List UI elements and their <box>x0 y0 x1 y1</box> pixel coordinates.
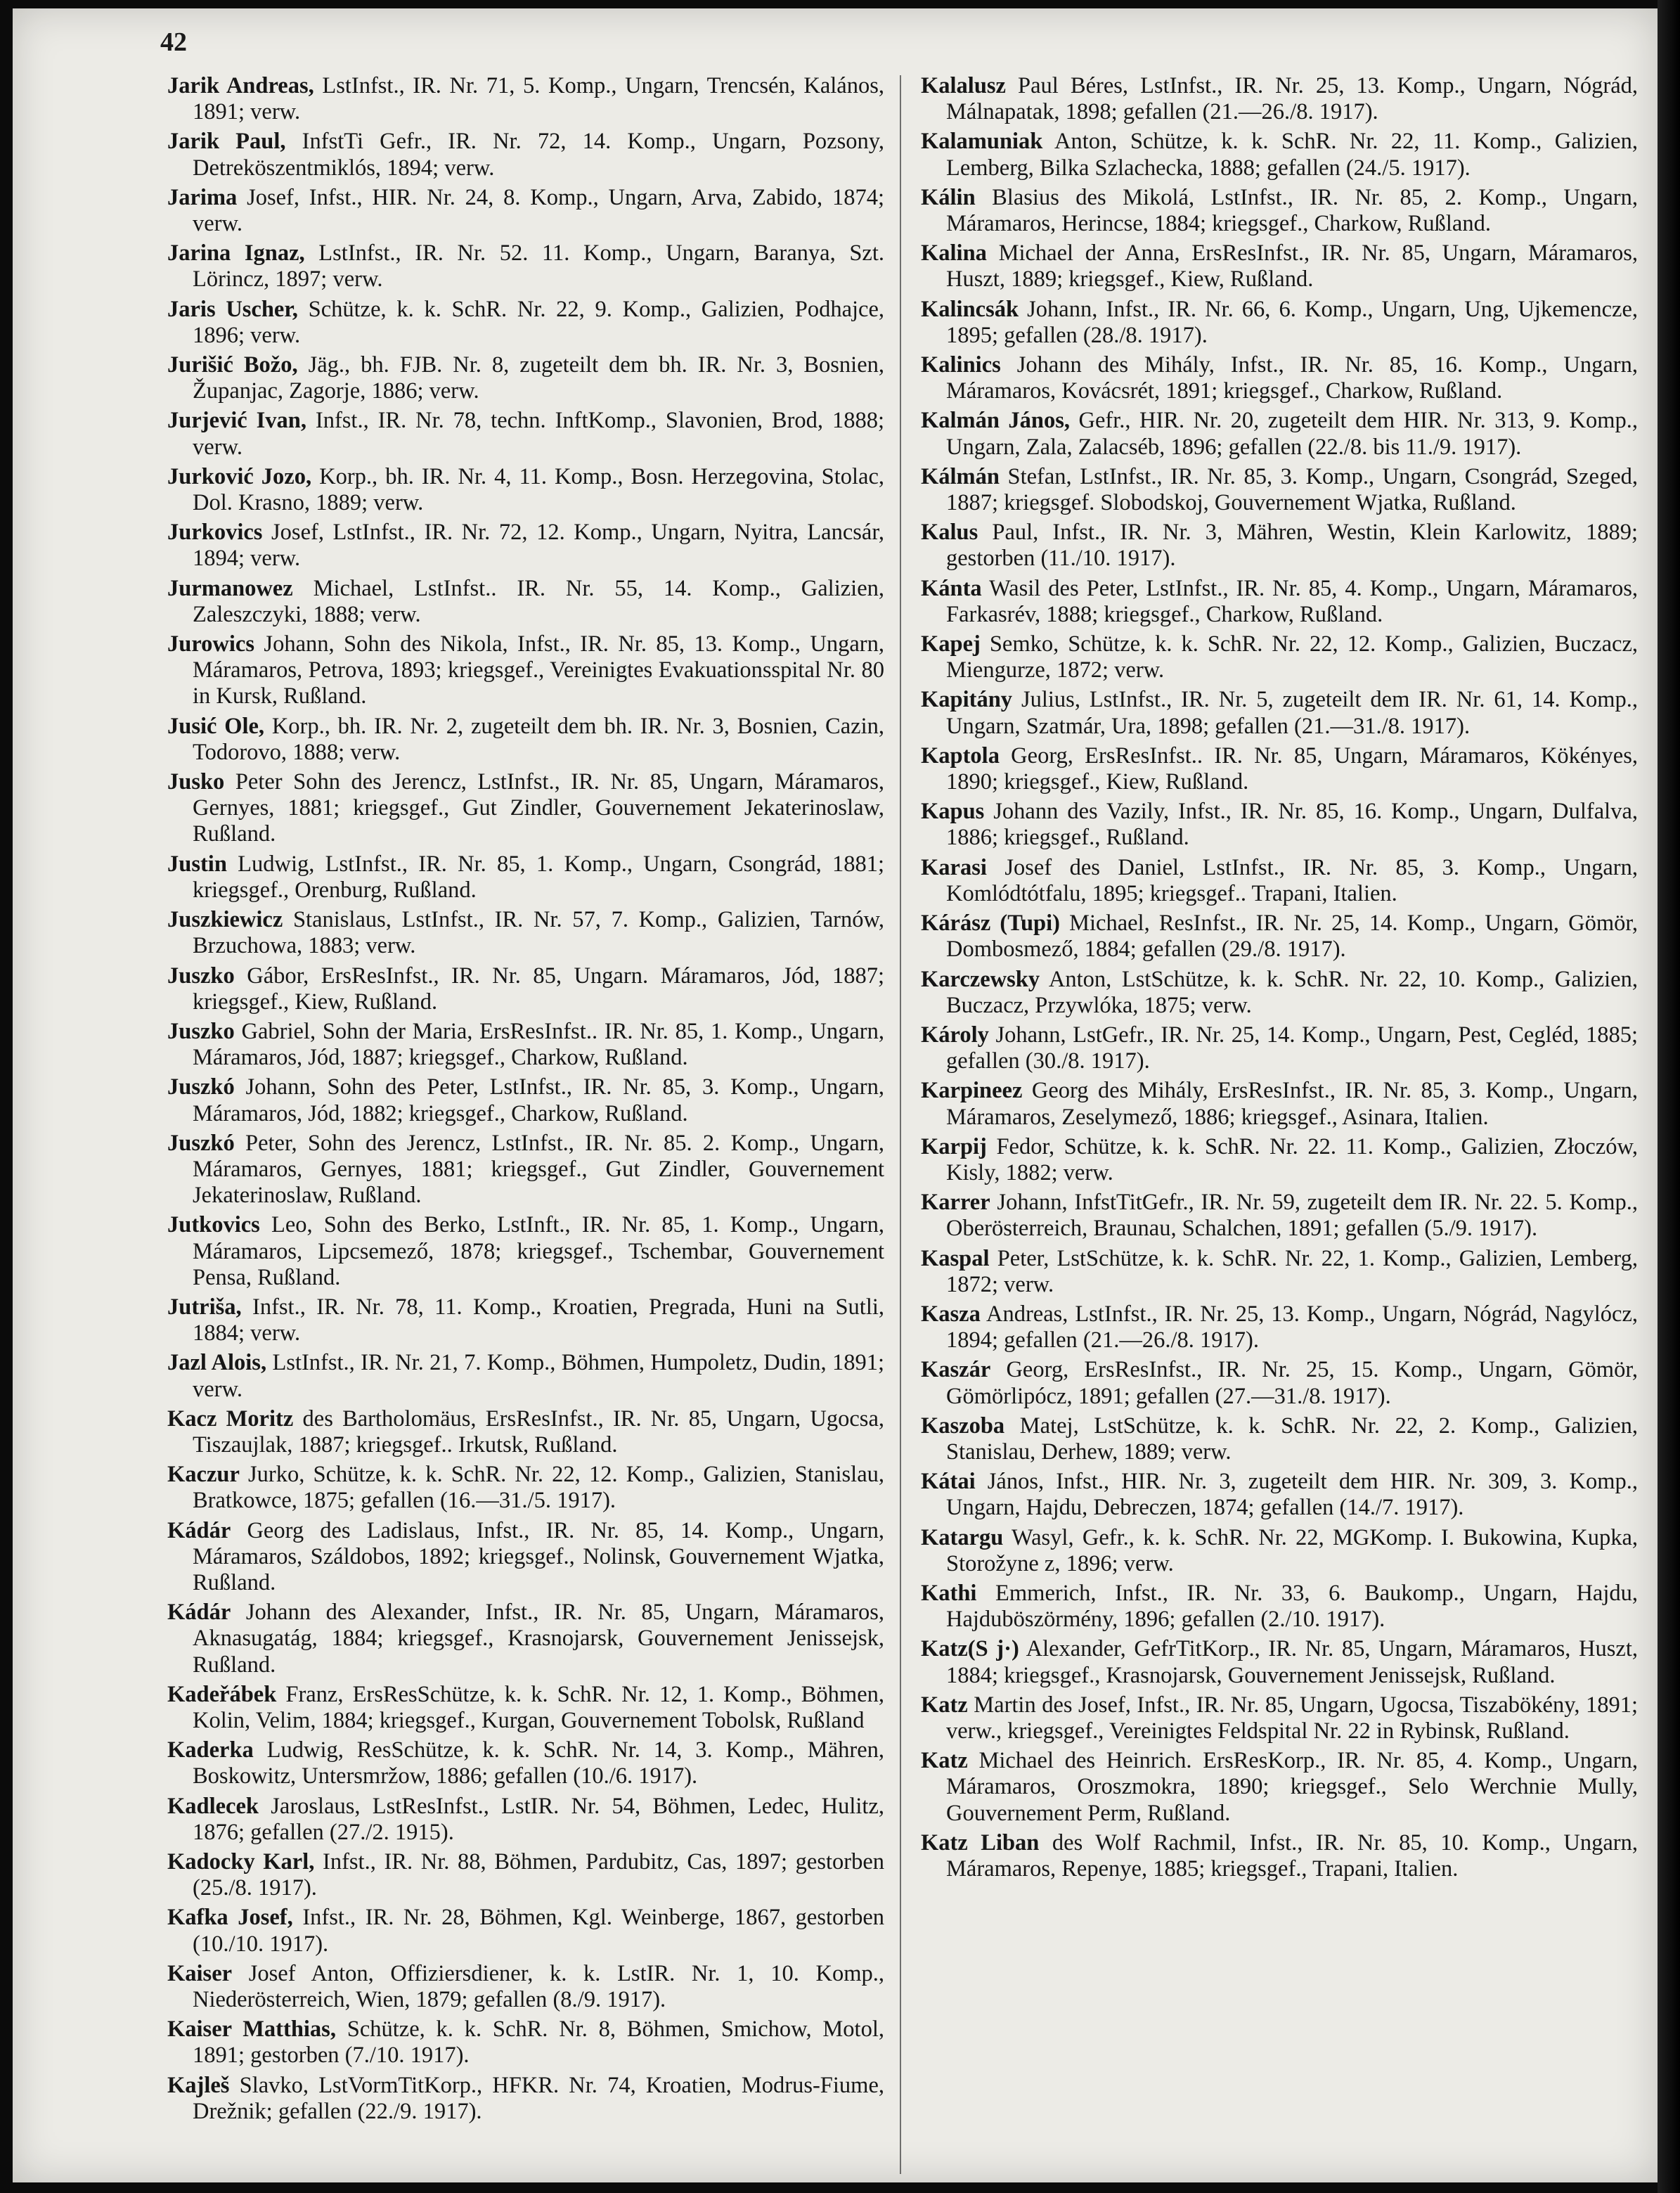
entry-name: Jurković Jozo, <box>167 463 312 489</box>
entry-details: Julius, LstInfst., IR. Nr. 5, zugeteilt dem IR. Nr. 61, 14. Komp., Ungarn, Szatmár, Ura, 1898; gefallen (21.—31./8. 1917). <box>946 687 1638 739</box>
entry-details: Jäg., bh. FJB. Nr. 8, zugeteilt dem bh. IR. Nr. 3, Bosnien, Županjac, Zagorje, 1886; verw. <box>193 352 884 404</box>
list-entry <box>167 1212 884 1291</box>
entry-name: Juszkiewicz <box>167 907 283 933</box>
list-entry <box>167 1794 884 1846</box>
entry-details: Korp., bh. IR. Nr. 4, 11. Komp., Bosn. Herzegovina, Stolac, Dol. Krasno, 1889; verw. <box>193 463 884 516</box>
entry-name: Karasi <box>921 854 987 880</box>
list-entry <box>921 464 1638 516</box>
entry-name: Kalincsák <box>921 296 1019 322</box>
entry-details: Blasius des Mikolá, LstInfst., IR. Nr. 85, 2. Komp., Ungarn, Máramaros, Herincse, 1884; kriegsgef., Charkow, Rußland. <box>946 184 1638 237</box>
list-entry <box>921 799 1638 851</box>
entry-details: János, Infst., HIR. Nr. 3, zugeteilt dem HIR. Nr. 309, 3. Komp., Ungarn, Hajdu, Debreczen, 1874; gefallen (14./7. 1917). <box>946 1469 1638 1521</box>
list-entry <box>921 297 1638 349</box>
entry-details: Schütze, k. k. SchR. Nr. 8, Böhmen, Smichow, Motol, 1891; gestorben (7./10. 1917). <box>193 2017 884 2069</box>
entry-details: Johann, Infst., IR. Nr. 66, 6. Komp., Ungarn, Ung, Ujkemencze, 1895; gefallen (28./8. 1917). <box>946 296 1638 348</box>
entry-name: Károly <box>921 1022 989 1048</box>
list-entry <box>921 631 1638 683</box>
entry-details: Johann, Sohn des Peter, LstInfst., IR. Nr. 85, 3. Komp., Ungarn, Máramaros, Jód, 1882; kriegsgef., Charkow, Rußland. <box>193 1074 884 1126</box>
list-entry <box>921 743 1638 795</box>
entry-details: Emmerich, Infst., IR. Nr. 33, 6. Baukomp., Ungarn, Hajdu, Hajduböszörmény, 1896; gefallen (2./10. 1917). <box>946 1580 1638 1633</box>
entry-name: Jutkovics <box>167 1212 260 1238</box>
entry-details: Peter, LstSchütze, k. k. SchR. Nr. 22, 1. Komp., Galizien, Lemberg, 1872; verw. <box>946 1245 1638 1297</box>
entry-details: Infst., IR. Nr. 88, Böhmen, Pardubitz, Cas, 1897; gestorben (25./8. 1917). <box>193 1849 884 1901</box>
list-entry <box>921 408 1638 460</box>
entry-details: Gefr., HIR. Nr. 20, zugeteilt dem HIR. Nr. 313, 9. Komp., Ungarn, Zala, Zalacséb, 1896; gefallen (22./8. bis 11./9. 1917). <box>946 408 1638 460</box>
list-entry <box>921 240 1638 292</box>
entry-name: Kalinics <box>921 352 1001 378</box>
entry-details: Georg des Ladislaus, Infst., IR. Nr. 85, 14. Komp., Ungarn, Máramaros, Száldobos, 1892; kriegsgef., Nolinsk, Gouvernement Wjatka, Rußland. <box>193 1517 884 1595</box>
list-entry <box>921 1357 1638 1409</box>
list-entry <box>167 1294 884 1346</box>
entry-details: Alexander, GefrTitKorp., IR. Nr. 85, Ungarn, Máramaros, Huszt, 1884; kriegsgef., Krasnojarsk, Gouvernement Jenissejsk, Rußland. <box>946 1636 1638 1688</box>
entry-name: Kaspal <box>921 1245 990 1271</box>
entry-name: Karpineez <box>921 1078 1023 1104</box>
entry-details: Johann, Sohn des Nikola, Infst., IR. Nr. 85, 13. Komp., Ungarn, Máramaros, Petrova, 1893; kriegsgef., Vereinigtes Evakuationsspital Nr. 80 in Kursk, Rußland. <box>193 631 884 709</box>
list-entry <box>167 714 884 766</box>
entry-details: Anton, Schütze, k. k. SchR. Nr. 22, 11. Komp., Galizien, Lemberg, Bilka Szlachecka, 1888; gefallen (24./5. 1917). <box>946 129 1638 181</box>
entry-name: Kapus <box>921 799 985 825</box>
entry-name: Kaczur <box>167 1462 240 1488</box>
entry-details: Infst., IR. Nr. 28, Böhmen, Kgl. Weinberge, 1867, gestorben (10./10. 1917). <box>193 1905 884 1957</box>
entry-details: Jaroslaus, LstResInfst., LstIR. Nr. 54, Böhmen, Ledec, Hulitz, 1876; gefallen (27./2. 1915). <box>193 1793 884 1845</box>
entry-name: Kafka Josef, <box>167 1905 293 1931</box>
list-entry <box>167 1131 884 1209</box>
entry-name: Katz Liban <box>921 1829 1040 1856</box>
list-entry <box>167 2017 884 2069</box>
entry-name: Kadocky Karl, <box>167 1849 315 1874</box>
entry-details: Stefan, LstInfst., IR. Nr. 85, 3. Komp., Ungarn, Csongrád, Szeged, 1887; kriegsgef. Slobodskoj, Gouvernement Wjatka, Rußland. <box>946 463 1638 516</box>
entry-details: Michael, LstInfst.. IR. Nr. 55, 14. Komp., Galizien, Zaleszczyki, 1888; verw. <box>193 575 884 627</box>
entry-name: Kalalusz <box>921 73 1006 98</box>
entry-details: Matej, LstSchütze, k. k. SchR. Nr. 22, 2. Komp., Galizien, Stanislau, Derhew, 1889; verw. <box>946 1413 1638 1465</box>
entry-details: Anton, LstSchütze, k. k. SchR. Nr. 22, 10. Komp., Galizien, Buczacz, Przywlóka, 1875; verw. <box>946 966 1638 1018</box>
entry-name: Kánta <box>921 575 982 601</box>
list-entry <box>167 769 884 848</box>
list-entry <box>167 129 884 181</box>
entry-name: Jurkovics <box>167 520 263 546</box>
entry-details: Paul Béres, LstInfst., IR. Nr. 25, 13. Komp., Ungarn, Nógrád, Málnapatak, 1898; gefallen (21.—26./8. 1917). <box>946 73 1638 125</box>
list-entry <box>921 1134 1638 1186</box>
entry-name: Kalmán János, <box>921 408 1071 434</box>
entry-name: Karpij <box>921 1133 987 1159</box>
entry-name: Kádár <box>167 1517 231 1543</box>
entry-name: Kalus <box>921 520 978 546</box>
entry-name: Kacz Moritz <box>167 1406 294 1432</box>
entry-name: Jusić Ole, <box>167 713 265 739</box>
right-column <box>921 73 1638 1886</box>
entry-details: Johann, LstGefr., IR. Nr. 25, 14. Komp., Ungarn, Pest, Cegléd, 1885; gefallen (30./8. 1917). <box>946 1022 1638 1074</box>
list-entry <box>167 1406 884 1458</box>
list-entry <box>167 464 884 516</box>
entry-name: Jurmanowez <box>167 575 293 601</box>
list-entry <box>921 1830 1638 1882</box>
list-entry <box>921 855 1638 907</box>
entry-name: Kaiser Matthias, <box>167 2017 336 2043</box>
entry-details: Georg, ErsResInfst.. IR. Nr. 85, Ungarn, Máramaros, Kökényes, 1890; kriegsgef., Kiew, Rußland. <box>946 742 1638 795</box>
entry-details: Johann des Alexander, Infst., IR. Nr. 85, Ungarn, Máramaros, Aknasugatág, 1884; kriegsgef., Krasnojarsk, Gouvernement Jenissejsk, Rußland. <box>193 1600 884 1678</box>
list-entry <box>167 1961 884 2013</box>
entry-details: Jurko, Schütze, k. k. SchR. Nr. 22, 12. Komp., Galizien, Stanislau, Bratkowce, 1875; gefallen (16.—31./5. 1917). <box>193 1462 884 1514</box>
list-entry <box>921 1301 1638 1353</box>
entry-name: Kadeřábek <box>167 1681 277 1707</box>
entry-name: Jurowics <box>167 631 254 657</box>
list-entry <box>167 73 884 125</box>
list-entry <box>921 520 1638 572</box>
entry-name: Kaderka <box>167 1737 254 1763</box>
entry-details: Peter Sohn des Jerencz, LstInfst., IR. Nr. 85, Ungarn, Máramaros, Gernyes, 1881; kriegsgef., Gut Zindler, Gouvernement Jekaterinoslaw, Rußland. <box>193 769 884 847</box>
entry-name: Kathi <box>921 1580 977 1606</box>
entry-details: Georg des Mihály, ErsResInfst., IR. Nr. 85, 3. Komp., Ungarn, Máramaros, Zeselymező, 1886; kriegsgef., Asinara, Italien. <box>946 1078 1638 1130</box>
list-entry <box>921 352 1638 404</box>
list-entry <box>167 1019 884 1071</box>
entry-name: Jaris Uscher, <box>167 296 298 322</box>
entry-details: LstInfst., IR. Nr. 71, 5. Komp., Ungarn, Trencsén, Kalános, 1891; verw. <box>193 73 884 125</box>
entry-details: Paul, Infst., IR. Nr. 3, Mähren, Westin, Klein Karlowitz, 1889; gestorben (11./10. 1917). <box>946 520 1638 572</box>
entry-details: Johann des Mihály, Infst., IR. Nr. 85, 16. Komp., Ungarn, Máramaros, Kovácsrét, 1891; kriegsgef., Charkow, Rußland. <box>946 352 1638 404</box>
list-entry <box>167 1600 884 1678</box>
entry-name: Jurišić Božo, <box>167 352 298 378</box>
entry-name: Karrer <box>921 1190 990 1216</box>
scan-edge <box>1658 0 1680 2193</box>
entry-details: Josef Anton, Offiziersdiener, k. k. LstIR. Nr. 1, 10. Komp., Niederösterreich, Wien, 1879; gefallen (8./9. 1917). <box>193 1960 884 2013</box>
entry-details: Johann, InfstTitGefr., IR. Nr. 59, zugeteilt dem IR. Nr. 22. 5. Komp., Oberösterreich, Braunau, Schalchen, 1891; gefallen (5./9. 1917). <box>946 1190 1638 1242</box>
list-entry <box>167 851 884 903</box>
list-entry <box>167 1350 884 1402</box>
entry-name: Kajleš <box>167 2072 230 2098</box>
list-entry <box>921 1581 1638 1633</box>
entry-name: Kapitány <box>921 687 1013 713</box>
entry-name: Karczewsky <box>921 966 1040 992</box>
entry-name: Jusko <box>167 769 225 795</box>
entry-name: Juszko <box>167 1018 235 1044</box>
list-entry <box>167 2073 884 2125</box>
list-entry <box>921 1636 1638 1688</box>
list-entry <box>921 1022 1638 1074</box>
list-entry <box>167 576 884 628</box>
list-entry <box>921 185 1638 237</box>
entry-details: Ludwig, ResSchütze, k. k. SchR. Nr. 14, 3. Komp., Mähren, Boskowitz, Untersmržow, 1886; gefallen (10./6. 1917). <box>193 1737 884 1789</box>
entry-details: Schütze, k. k. SchR. Nr. 22, 9. Komp., Galizien, Podhajce, 1896; verw. <box>193 296 884 348</box>
entry-name: Kádár <box>167 1600 231 1626</box>
entry-name: Kalina <box>921 240 987 266</box>
entry-details: Korp., bh. IR. Nr. 2, zugeteilt dem bh. IR. Nr. 3, Bosnien, Cazin, Todorovo, 1888; verw. <box>193 713 884 765</box>
list-entry <box>921 1246 1638 1298</box>
entry-name: Kaptola <box>921 742 1000 768</box>
entry-details: Michael, ResInfst., IR. Nr. 25, 14. Komp., Ungarn, Gömör, Dombosmező, 1884; gefallen (29./8. 1917). <box>946 911 1639 963</box>
entry-details: Gábor, ErsResInfst., IR. Nr. 85, Ungarn. Máramaros, Jód, 1887; kriegsgef., Kiew, Rußland. <box>193 963 884 1015</box>
entry-details: Wasil des Peter, LstInfst., IR. Nr. 85, 4. Komp., Ungarn, Máramaros, Farkasrév, 1888; kriegsgef., Charkow, Rußland. <box>946 575 1638 627</box>
entry-name: Katz(S j·) <box>921 1636 1019 1662</box>
entry-name: Juszko <box>167 963 235 989</box>
list-entry <box>167 1462 884 1514</box>
list-entry <box>921 687 1638 739</box>
list-entry <box>167 1074 884 1126</box>
list-entry <box>167 1737 884 1789</box>
entry-details: Andreas, LstInfst., IR. Nr. 25, 13. Komp., Ungarn, Nógrád, Nagylócz, 1894; gefallen (21.—26./8. 1917). <box>946 1301 1638 1353</box>
entry-details: Semko, Schütze, k. k. SchR. Nr. 22, 12. Komp., Galizien, Buczacz, Miengurze, 1872; verw. <box>946 631 1638 683</box>
entry-details: Franz, ErsResSchütze, k. k. SchR. Nr. 12, 1. Komp., Böhmen, Kolin, Velim, 1884; kriegsgef., Kurgan, Gouvernement Tobolsk, Rußland <box>193 1681 884 1733</box>
entry-details: LstInfst., IR. Nr. 52. 11. Komp., Ungarn, Baranya, Szt. Lörincz, 1897; verw. <box>193 240 884 292</box>
list-entry <box>167 520 884 572</box>
entry-details: InfstTi Gefr., IR. Nr. 72, 14. Komp., Ungarn, Pozsony, Detreköszentmiklós, 1894; verw. <box>193 129 884 181</box>
list-entry <box>921 73 1638 125</box>
list-entry <box>167 1849 884 1901</box>
entry-details: LstInfst., IR. Nr. 21, 7. Komp., Böhmen, Humpoletz, Dudin, 1891; verw. <box>193 1350 884 1402</box>
entry-name: Kalamuniak <box>921 129 1043 155</box>
entry-name: Katz <box>921 1748 968 1774</box>
entry-name: Juszkó <box>167 1130 235 1156</box>
entry-name: Kaiser <box>167 1960 233 1986</box>
list-entry <box>167 907 884 959</box>
entry-details: Slavko, LstVormTitKorp., HFKR. Nr. 74, Kroatien, Modrus-Fiume, Drežnik; gefallen (22./9. 1917). <box>193 2072 884 2124</box>
entry-name: Kálmán <box>921 463 1000 489</box>
list-entry <box>167 631 884 710</box>
entry-name: Juszkó <box>167 1074 235 1100</box>
page-number: 42 <box>160 27 187 57</box>
list-entry <box>921 967 1638 1019</box>
entry-name: Kálin <box>921 184 976 210</box>
entry-details: Michael des Heinrich. ErsResKorp., IR. Nr. 85, 4. Komp., Ungarn, Máramaros, Oroszmokra, 1890; kriegsgef., Selo Werchnie Mully, Gouvernement Perm, Rußland. <box>946 1748 1638 1826</box>
entry-name: Justin <box>167 851 227 877</box>
entry-name: Kaszoba <box>921 1413 1005 1439</box>
entry-details: Infst., IR. Nr. 78, techn. InftKomp., Slavonien, Brod, 1888; verw. <box>193 408 884 460</box>
entry-details: Leo, Sohn des Berko, LstInft., IR. Nr. 85, 1. Komp., Ungarn, Máramaros, Lipcsemező, 1878; kriegsgef., Tschembar, Gouvernement Pensa, Rußland. <box>193 1212 884 1290</box>
list-entry <box>921 911 1638 963</box>
entry-details: Michael der Anna, ErsResInfst., IR. Nr. 85, Ungarn, Máramaros, Huszt, 1889; kriegsgef., Kiew, Rußland. <box>946 240 1638 292</box>
list-entry <box>921 1748 1638 1827</box>
list-entry <box>921 1692 1638 1744</box>
entry-name: Jarina Ignaz, <box>167 240 305 266</box>
entry-name: Jarik Paul, <box>167 129 286 155</box>
list-entry <box>921 1525 1638 1577</box>
entry-name: Jutriša, <box>167 1294 242 1320</box>
entry-details: Josef, LstInfst., IR. Nr. 72, 12. Komp., Ungarn, Nyitra, Lancsár, 1894; verw. <box>193 520 884 572</box>
list-entry <box>167 1905 884 1957</box>
book-page <box>13 8 1658 2182</box>
entry-name: Jarik Andreas, <box>167 73 314 98</box>
entry-name: Kátai <box>921 1469 976 1495</box>
entry-details: Josef, Infst., HIR. Nr. 24, 8. Komp., Ungarn, Arva, Zabido, 1874; verw. <box>193 184 884 237</box>
list-entry <box>921 1190 1638 1242</box>
list-entry <box>167 1518 884 1597</box>
left-column <box>167 73 884 2128</box>
list-entry <box>921 1413 1638 1465</box>
entry-name: Katz <box>921 1692 968 1718</box>
entry-details: Josef des Daniel, LstInfst., IR. Nr. 85, 3. Komp., Ungarn, Komlódtótfalu, 1895; kriegsgef.. Trapani, Italien. <box>946 854 1638 906</box>
list-entry <box>167 185 884 237</box>
list-entry <box>921 1469 1638 1521</box>
entry-details: Peter, Sohn des Jerencz, LstInfst., IR. Nr. 85. 2. Komp., Ungarn, Máramaros, Gernyes, 1881; kriegsgef., Gut Zindler, Gouvernement Jekaterinoslaw, Rußland. <box>193 1130 884 1209</box>
list-entry <box>167 1682 884 1734</box>
list-entry <box>167 297 884 349</box>
list-entry <box>921 576 1638 628</box>
list-entry <box>167 408 884 460</box>
list-entry <box>921 1078 1638 1130</box>
entry-name: Kapej <box>921 631 981 657</box>
entry-details: Martin des Josef, Infst., IR. Nr. 85, Ungarn, Ugocsa, Tiszabökény, 1891; verw., kriegsgef., Vereinigtes Feldspital Nr. 22 in Rybinsk, Rußland. <box>946 1692 1638 1744</box>
entry-details: Johann des Vazily, Infst., IR. Nr. 85, 16. Komp., Ungarn, Dulfalva, 1886; kriegsgef., Rußland. <box>946 799 1638 851</box>
entry-details: Wasyl, Gefr., k. k. SchR. Nr. 22, MGKomp. I. Bukowina, Kupka, Storožyne z, 1896; verw. <box>946 1524 1638 1576</box>
entry-details: Stanislaus, LstInfst., IR. Nr. 57, 7. Komp., Galizien, Tarnów, Brzuchowa, 1883; verw. <box>193 907 884 959</box>
entry-details: Gabriel, Sohn der Maria, ErsResInfst.. IR. Nr. 85, 1. Komp., Ungarn, Máramaros, Jód, 1887; kriegsgef., Charkow, Rußland. <box>193 1018 884 1071</box>
entry-name: Kasza <box>921 1301 981 1327</box>
entry-details: des Wolf Rachmil, Infst., IR. Nr. 85, 10. Komp., Ungarn, Máramaros, Repenye, 1885; kriegsgef., Trapani, Italien. <box>946 1829 1638 1882</box>
entry-name: Kaszár <box>921 1357 991 1383</box>
entry-details: Fedor, Schütze, k. k. SchR. Nr. 22. 11. Komp., Galizien, Złoczów, Kisly, 1882; verw. <box>946 1133 1638 1185</box>
entry-name: Jurjević Ivan, <box>167 408 306 434</box>
entry-name: Katargu <box>921 1524 1004 1550</box>
entry-name: Kárász (Tupi) <box>921 911 1060 937</box>
entry-name: Jazl Alois, <box>167 1350 267 1376</box>
list-entry <box>167 240 884 292</box>
list-entry <box>167 352 884 404</box>
list-entry <box>921 129 1638 181</box>
entry-details: Infst., IR. Nr. 78, 11. Komp., Kroatien, Pregrada, Huni na Sutli, 1884; verw. <box>193 1294 884 1346</box>
entry-details: des Bartholomäus, ErsResInfst., IR. Nr. 85, Ungarn, Ugocsa, Tiszaujlak, 1887; kriegsgef.. Irkutsk, Rußland. <box>193 1406 884 1458</box>
column-divider <box>900 75 901 2174</box>
entry-name: Jarima <box>167 184 238 210</box>
list-entry <box>167 963 884 1015</box>
entry-name: Kadlecek <box>167 1793 259 1819</box>
entry-details: Ludwig, LstInfst., IR. Nr. 85, 1. Komp., Ungarn, Csongrád, 1881; kriegsgef., Orenburg, Rußland. <box>193 851 884 903</box>
entry-details: Georg, ErsResInfst., IR. Nr. 25, 15. Komp., Ungarn, Gömör, Gömörlipócz, 1891; gefallen (27.—31./8. 1917). <box>946 1357 1638 1409</box>
